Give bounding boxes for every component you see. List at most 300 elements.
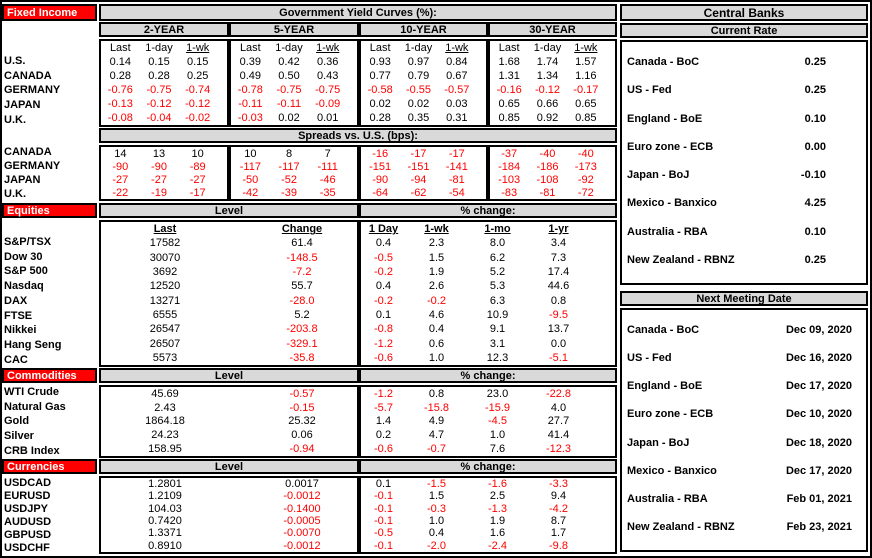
value-cell: 2.43	[154, 401, 176, 414]
value-cell: 41.4	[547, 429, 570, 442]
commodities-level-row	[101, 442, 357, 456]
value-cell: 0.02	[278, 112, 300, 124]
row-label: S&P 500	[4, 265, 48, 278]
value-cell: 1.34	[536, 70, 559, 82]
commodities-pct-row	[361, 428, 615, 442]
value-cell: -0.1400	[283, 502, 321, 515]
bank-value: Feb 23, 2021	[786, 520, 852, 533]
equities-level-row	[101, 293, 357, 307]
yield-group-row	[231, 55, 357, 69]
value-cell: -0.2	[427, 294, 446, 307]
yield-group-row	[490, 55, 615, 69]
value-cell: 0.66	[536, 98, 559, 110]
value-cell: 0.49	[239, 70, 262, 82]
value-cell: -0.8	[374, 323, 393, 336]
value-cell: 0.2	[375, 429, 392, 442]
value-cell: 1.7	[550, 527, 567, 540]
value-cell: -9.5	[549, 308, 568, 321]
currencies-level-header: Level	[99, 459, 359, 474]
value-cell: 10	[191, 147, 204, 160]
value-cell: -3.3	[549, 478, 568, 491]
column-header: Last	[369, 42, 391, 54]
column-header: 1-wk	[424, 223, 449, 236]
spread-group-box-1	[229, 145, 359, 201]
value-cell: -27	[189, 173, 206, 186]
column-header: Last	[498, 42, 520, 54]
equities-level-row	[101, 336, 357, 350]
value-cell: -0.09	[315, 98, 341, 110]
commodities-pct-row	[361, 415, 615, 429]
bank-row	[622, 105, 866, 133]
section-label-commodities: Commodities	[2, 368, 97, 383]
row-label: Natural Gas	[4, 400, 66, 413]
value-cell: -39	[281, 186, 297, 199]
yield-group-row	[361, 83, 486, 97]
value-cell: -90	[372, 173, 389, 186]
value-cell: -148.5	[286, 251, 318, 264]
value-cell: 0.43	[316, 70, 339, 82]
yield-group-row	[361, 55, 486, 69]
value-cell: 1864.18	[145, 415, 185, 428]
row-label: USDCAD	[4, 476, 52, 489]
value-cell: 5.3	[489, 280, 506, 293]
row-label: GERMANY	[4, 84, 61, 97]
value-cell: 0.25	[186, 70, 209, 82]
value-cell: 1.31	[498, 70, 520, 82]
value-cell: 26547	[149, 323, 181, 336]
value-cell: -0.1	[374, 539, 393, 552]
value-cell: 0.31	[446, 112, 468, 124]
commodities-level-header: Level	[99, 368, 359, 383]
value-cell: -329.1	[286, 337, 318, 350]
value-cell: 4.7	[428, 429, 445, 442]
column-header: 1-day	[533, 42, 562, 54]
value-cell: -72	[577, 186, 594, 199]
bank-name: Japan - BoJ	[627, 436, 690, 449]
yield-group-row	[490, 111, 615, 125]
value-cell: -7.2	[292, 266, 312, 279]
value-cell: 0.14	[109, 56, 132, 68]
value-cell: 0.03	[446, 98, 468, 110]
value-cell: -40	[577, 147, 594, 160]
equities-pct-row	[361, 336, 615, 350]
value-cell: -46	[319, 173, 336, 186]
value-cell: 10	[244, 147, 257, 160]
row-label-spacer	[4, 39, 97, 54]
value-cell: -184	[498, 160, 521, 173]
yield-group-row	[101, 83, 227, 97]
yield-group-row	[490, 69, 615, 83]
value-cell: 1.5	[428, 490, 445, 503]
bank-value: 0.10	[804, 112, 826, 125]
equities-pct-row	[361, 293, 615, 307]
value-cell: -0.1	[374, 515, 393, 528]
commodities-level-row	[101, 401, 357, 415]
bank-row	[622, 48, 866, 76]
bank-name: New Zealand - RBNZ	[627, 253, 735, 266]
value-cell: -90	[112, 160, 129, 173]
row-label: DAX	[4, 294, 28, 307]
currencies-level-row	[101, 490, 357, 502]
value-cell: 0.28	[369, 112, 391, 124]
central-banks-title: Central Banks	[620, 4, 868, 21]
value-cell: 0.8910	[148, 539, 182, 552]
row-label: CAC	[4, 353, 28, 366]
currencies-pct-row	[361, 478, 615, 490]
value-cell: -0.0012	[283, 490, 321, 503]
value-cell: -15.9	[484, 401, 511, 414]
column-header: Change	[281, 223, 323, 236]
value-cell: 158.95	[148, 443, 182, 456]
row-label: GBPUSD	[4, 528, 52, 541]
value-cell: 1.4	[375, 415, 392, 428]
bank-row	[622, 133, 866, 161]
value-cell: 30070	[149, 251, 181, 264]
value-cell: 6.2	[489, 251, 506, 264]
spread-group-row	[231, 186, 357, 199]
next-meeting-header: Next Meeting Date	[620, 291, 868, 306]
yield-group-box-0	[99, 39, 229, 127]
bank-value: 0.10	[804, 225, 826, 238]
spreads-title: Spreads vs. U.S. (bps):	[99, 128, 617, 143]
spread-group-row	[361, 147, 486, 160]
equities-pct-row	[361, 308, 615, 322]
commodities-pct-box	[359, 385, 617, 458]
value-cell: -151	[407, 160, 430, 173]
value-cell: -1.5	[427, 478, 446, 491]
bank-value: 0.25	[804, 253, 826, 266]
yield-group-row	[361, 111, 486, 125]
spread-group-row	[101, 186, 227, 199]
value-cell: -89	[189, 160, 206, 173]
value-cell: -54	[448, 186, 465, 199]
commodities-level-row	[101, 387, 357, 401]
value-cell: 7.6	[489, 443, 506, 456]
value-cell: -0.55	[405, 84, 432, 96]
yield-group-row	[231, 97, 357, 111]
currencies-pct-row	[361, 540, 615, 552]
bank-value: Feb 01, 2021	[786, 492, 852, 505]
bank-row	[622, 316, 866, 344]
value-cell: -27	[151, 173, 167, 186]
bank-name: England - BoE	[627, 380, 703, 393]
value-cell: 0.8	[550, 294, 567, 307]
value-cell: -0.57	[289, 387, 315, 400]
value-cell: 0.28	[109, 70, 132, 82]
column-header: 1-yr	[548, 223, 569, 236]
spread-group-row	[361, 160, 486, 173]
value-cell: -0.0005	[283, 515, 321, 528]
value-cell: 5.2	[294, 308, 310, 321]
bank-row	[622, 218, 866, 246]
spread-group-row	[101, 147, 227, 160]
value-cell: 0.6	[428, 337, 445, 350]
row-label: U.K.	[4, 113, 26, 126]
value-cell: -0.6	[374, 443, 393, 456]
spread-group-row	[490, 160, 615, 173]
value-cell: 25.32	[288, 415, 316, 428]
value-cell: -0.7	[427, 443, 446, 456]
value-cell: -0.78	[237, 84, 263, 96]
commodities-level-row	[101, 415, 357, 429]
row-label: FTSE	[4, 309, 33, 322]
value-cell: -81	[448, 173, 465, 186]
yield-group-box-1	[229, 39, 359, 127]
value-cell: 0.85	[575, 112, 597, 124]
value-cell: 2.5	[489, 490, 506, 503]
value-cell: -2.0	[427, 539, 446, 552]
yield-group-box-2	[359, 39, 488, 127]
value-cell: 1.9	[489, 515, 506, 528]
value-cell: 0.35	[407, 112, 430, 124]
value-cell: -37	[501, 147, 518, 160]
value-cell: -186	[536, 160, 559, 173]
value-cell: 0.93	[369, 56, 391, 68]
value-cell: 0.15	[148, 56, 170, 68]
value-cell: -117	[278, 160, 300, 173]
value-cell: -0.08	[107, 112, 133, 124]
value-cell: 1.0	[489, 429, 506, 442]
commodities-pct-row	[361, 387, 615, 401]
column-header: 1-day	[404, 42, 433, 54]
value-cell: 6555	[152, 308, 178, 321]
value-cell: -0.58	[367, 84, 393, 96]
row-label: USDJPY	[4, 502, 49, 515]
value-cell: 0.8	[428, 387, 445, 400]
value-cell: 17582	[149, 237, 181, 250]
value-cell: 10.9	[486, 308, 509, 321]
bank-name: Mexico - Banxico	[627, 464, 717, 477]
value-cell: 1.16	[575, 70, 597, 82]
bank-row	[622, 457, 866, 485]
currencies-level-box	[99, 476, 359, 554]
column-header: 1-wk	[316, 42, 340, 54]
currencies-level-row	[101, 515, 357, 527]
row-label: U.S.	[4, 55, 26, 67]
value-cell: -1.6	[488, 478, 507, 491]
row-label: S&P/TSX	[4, 236, 52, 249]
commodities-level-box	[99, 385, 359, 458]
value-cell: -28.0	[289, 294, 315, 307]
value-cell: 0.97	[407, 56, 430, 68]
row-label: CRB Index	[4, 444, 60, 457]
value-cell: 0.28	[148, 70, 170, 82]
equities-pct-header: % change:	[359, 203, 617, 218]
yield-group-row	[361, 69, 486, 83]
value-cell: -12.3	[545, 443, 572, 456]
value-cell: 13271	[149, 294, 181, 307]
value-cell: 26507	[149, 337, 181, 350]
equities-level-row	[101, 322, 357, 336]
value-cell: -4.2	[549, 502, 568, 515]
currencies-level-row	[101, 527, 357, 539]
bank-row	[622, 400, 866, 428]
value-cell: -1.2	[374, 337, 393, 350]
value-cell: 4.6	[428, 308, 445, 321]
value-cell: 6.3	[489, 294, 506, 307]
value-cell: -40	[539, 147, 556, 160]
value-cell: -81	[539, 186, 556, 199]
group-header-10year: 10-YEAR	[359, 22, 488, 37]
value-cell: -1.2	[374, 387, 393, 400]
bank-row	[622, 485, 866, 513]
yield-group-row	[490, 97, 615, 111]
bank-name: Australia - RBA	[627, 492, 708, 505]
row-label: EURUSD	[4, 489, 51, 502]
column-header: Last	[153, 223, 177, 236]
yield-group-row	[490, 83, 615, 97]
equities-pct-row	[361, 279, 615, 293]
yield-group-row	[101, 111, 227, 125]
value-cell: -0.1	[374, 490, 393, 503]
value-cell: -50	[242, 173, 259, 186]
value-cell: -83	[501, 186, 518, 199]
value-cell: -94	[410, 173, 427, 186]
spread-group-row	[361, 173, 486, 186]
value-cell: -15.8	[423, 401, 450, 414]
value-cell: 12.3	[486, 351, 509, 364]
subheader-row	[490, 41, 615, 55]
value-cell: 0.02	[369, 98, 391, 110]
value-cell: -0.02	[185, 112, 211, 124]
row-label: Dow 30	[4, 250, 43, 263]
bank-value: Dec 17, 2020	[785, 464, 852, 477]
value-cell: -17	[448, 147, 465, 160]
bank-value: Dec 17, 2020	[785, 380, 852, 393]
spread-group-row	[361, 186, 486, 199]
value-cell: 8.0	[489, 237, 506, 250]
value-cell: 3692	[152, 266, 178, 279]
bank-value: Dec 09, 2020	[785, 324, 852, 337]
equities-level-row	[101, 279, 357, 293]
value-cell: 0.4	[428, 527, 445, 540]
bank-value: -0.10	[800, 169, 826, 182]
yield-group-row	[231, 111, 357, 125]
value-cell: -42	[242, 186, 259, 199]
commodities-pct-header: % change:	[359, 368, 617, 383]
row-label: CANADA	[4, 69, 52, 82]
value-cell: 45.69	[151, 387, 179, 400]
value-cell: 0.65	[498, 98, 520, 110]
value-cell: -0.2	[374, 266, 393, 279]
column-header: 1-wk	[445, 42, 469, 54]
bank-value: 0.25	[804, 56, 826, 69]
value-cell: 0.42	[278, 56, 300, 68]
value-cell: -27	[112, 173, 129, 186]
value-cell: -0.12	[185, 98, 211, 110]
value-cell: -141	[445, 160, 468, 173]
current-rate-header: Current Rate	[620, 23, 868, 38]
value-cell: -0.75	[276, 84, 302, 96]
value-cell: -0.1	[374, 502, 393, 515]
bank-value: Dec 16, 2020	[785, 352, 852, 365]
bank-name: Euro zone - ECB	[627, 408, 714, 421]
value-cell: 1.0	[428, 351, 445, 364]
value-cell: 8.7	[550, 515, 567, 528]
value-cell: -0.94	[289, 443, 315, 456]
equities-pct-row	[361, 236, 615, 250]
spread-group-box-0	[99, 145, 229, 201]
bank-value: 4.25	[804, 197, 826, 210]
value-cell: 1.9	[428, 266, 445, 279]
value-cell: 24.23	[151, 429, 179, 442]
column-header: Last	[109, 42, 131, 54]
subheader-row	[101, 41, 227, 55]
value-cell: 3.4	[550, 237, 567, 250]
section-label-equities: Equities	[2, 203, 97, 218]
value-cell: -0.6	[374, 351, 393, 364]
value-cell: 55.7	[291, 280, 313, 293]
value-cell: 7	[324, 147, 331, 160]
row-label: GERMANY	[4, 160, 61, 172]
row-label: Gold	[4, 415, 30, 428]
bank-row	[622, 161, 866, 189]
currencies-pct-header: % change:	[359, 459, 617, 474]
bank-name: US - Fed	[627, 352, 672, 365]
yield-group-box-3	[488, 39, 617, 127]
value-cell: 0.50	[278, 70, 300, 82]
equities-level-row	[101, 351, 357, 365]
value-cell: 13.7	[547, 323, 570, 336]
currencies-level-row	[101, 478, 357, 490]
value-cell: 1.5	[428, 251, 445, 264]
value-cell: 4.9	[428, 415, 445, 428]
equities-level-row	[101, 236, 357, 250]
value-cell: -0.75	[146, 84, 172, 96]
row-label: USDCHF	[4, 541, 50, 554]
group-header-2year: 2-YEAR	[99, 22, 229, 37]
value-cell: 0.92	[536, 112, 559, 124]
currencies-pct-row	[361, 515, 615, 527]
spread-group-row	[231, 173, 357, 186]
equities-pct-row	[361, 351, 615, 365]
commodities-pct-row	[361, 401, 615, 415]
value-cell: 0.06	[291, 429, 313, 442]
currencies-level-row	[101, 503, 357, 515]
value-cell: -35.8	[289, 351, 315, 364]
value-cell: 13	[152, 147, 166, 160]
value-cell: 0.77	[369, 70, 391, 82]
value-cell: 5573	[152, 351, 178, 364]
value-cell: -90	[151, 160, 167, 173]
bank-row	[622, 513, 866, 541]
section-label-currencies: Currencies	[2, 459, 97, 474]
bank-row	[622, 189, 866, 217]
value-cell: -0.04	[146, 112, 172, 124]
column-header: Last	[239, 42, 261, 54]
value-cell: -0.17	[573, 84, 599, 96]
value-cell: -22.8	[545, 387, 572, 400]
row-label-spacer	[4, 220, 97, 235]
value-cell: -173	[574, 160, 597, 173]
subheader-row	[101, 222, 357, 236]
value-cell: -17	[410, 147, 427, 160]
value-cell: -0.16	[496, 84, 522, 96]
equities-level-header: Level	[99, 203, 359, 218]
yield-curves-title: Government Yield Curves (%):	[99, 4, 617, 21]
value-cell: -0.11	[276, 98, 302, 110]
bank-name: Australia - RBA	[627, 225, 708, 238]
bank-name: Japan - BoJ	[627, 169, 690, 182]
equities-row-labels	[4, 220, 97, 367]
value-cell: 2.6	[428, 280, 445, 293]
equities-pct-row	[361, 251, 615, 265]
column-header: 1-day	[145, 42, 173, 54]
value-cell: 0.65	[575, 98, 597, 110]
yield-row-labels	[4, 39, 97, 127]
spread-group-row	[101, 173, 227, 186]
value-cell: 27.7	[547, 415, 570, 428]
